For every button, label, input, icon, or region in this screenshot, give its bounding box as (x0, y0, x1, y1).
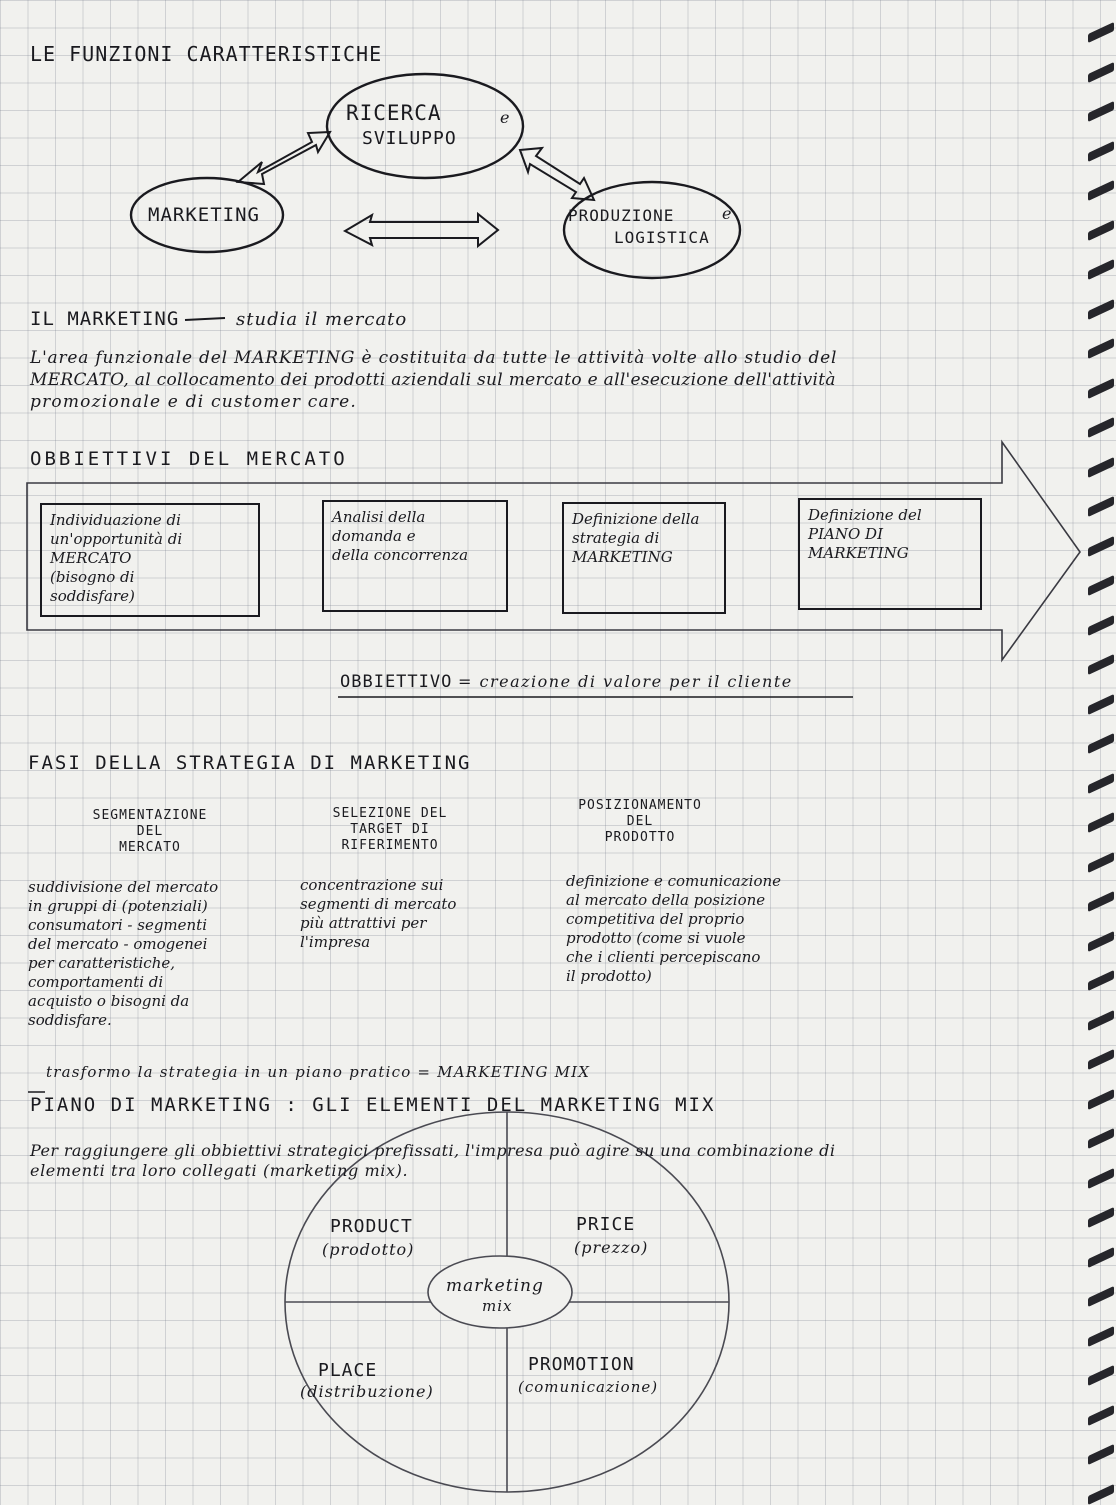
objective-box-1 (40, 503, 260, 617)
mix-product: PRODUCT (330, 1216, 413, 1237)
objective-box-2 (322, 500, 508, 612)
spiral-ring (1088, 614, 1114, 635)
spiral-ring (1088, 693, 1114, 714)
spiral-ring (1088, 338, 1114, 359)
spiral-ring (1088, 772, 1114, 793)
mix-promotion: PROMOTION (528, 1354, 635, 1375)
spiral-ring (1088, 1404, 1114, 1425)
mix-para-line-1: Per raggiungere gli obbiettivi strategici prefissati, l'impresa può agire su una combinazione di (30, 1141, 836, 1160)
phase-2-text: concentrazione sui segmenti di mercato più attrattivi per l'impresa (300, 876, 457, 951)
transform-note: trasformo la strategia in un piano pratico = MARKETING MIX (46, 1063, 591, 1081)
mix-center-line-1: marketing (446, 1276, 544, 1296)
spiral-binding (1082, 0, 1116, 1504)
marketing-para-line-1: L'area funzionale del MARKETING è costituita da tutte le attività volte allo studio del (30, 348, 838, 368)
ricerca-e-connector: e (500, 108, 511, 127)
mix-promotion-sub: (comunicazione) (518, 1378, 659, 1396)
marketing-para-line-3: promozionale e di customer care. (30, 392, 358, 412)
spiral-ring (1088, 101, 1114, 122)
spiral-ring (1088, 259, 1114, 280)
spiral-ring (1088, 22, 1114, 43)
spiral-ring (1088, 377, 1114, 398)
spiral-ring (1088, 1167, 1114, 1188)
spiral-ring (1088, 1009, 1114, 1030)
goal-label: OBBIETTIVO (340, 672, 453, 692)
mix-product-sub: (prodotto) (322, 1240, 415, 1259)
spiral-ring (1088, 1088, 1114, 1109)
phase-1-text: suddivisione del mercato in gruppi di (potenziali) consumatori - segmenti del mercato - omogenei per caratteristiche, comportamenti di acquisto o bisogni da soddisfare. (28, 878, 219, 1029)
mix-title: PIANO DI MARKETING : GLI ELEMENTI DEL MARKETING MIX (30, 1094, 716, 1116)
logistica-label: LOGISTICA (614, 228, 710, 247)
sviluppo-label: SVILUPPO (362, 128, 457, 149)
mix-place-sub: (distribuzione) (300, 1382, 434, 1401)
phase-1-title: SEGMENTAZIONE DEL MERCATO (92, 808, 208, 855)
objective-box-3-text: Definizione della strategia di MARKETING (572, 510, 700, 566)
objective-box-3 (562, 502, 726, 614)
spiral-ring (1088, 219, 1114, 240)
mix-place: PLACE (318, 1360, 378, 1381)
spiral-ring (1088, 930, 1114, 951)
section-title-funzioni: LE FUNZIONI CARATTERISTICHE (30, 42, 383, 66)
phase-3-text: definizione e comunicazione al mercato della posizione competitiva del proprio prodotto (come si vuole che i clienti percepiscano il prodotto) (566, 872, 782, 985)
phases-title: FASI DELLA STRATEGIA DI MARKETING (28, 752, 472, 774)
mix-price: PRICE (576, 1214, 636, 1235)
objective-box-4 (798, 498, 982, 610)
spiral-ring (1088, 970, 1114, 991)
spiral-ring (1088, 654, 1114, 675)
spiral-ring (1088, 298, 1114, 319)
spiral-ring (1088, 1049, 1114, 1070)
spiral-ring (1088, 575, 1114, 596)
phase-2-title: SELEZIONE DEL TARGET DI RIFERIMENTO (332, 806, 448, 853)
spiral-ring (1088, 1286, 1114, 1307)
produzione-e-connector: e (722, 204, 733, 223)
arrow-marketing-produzione (345, 214, 498, 246)
objectives-title: OBBIETTIVI DEL MERCATO (30, 448, 348, 470)
spiral-ring (1088, 891, 1114, 912)
spiral-ring (1088, 417, 1114, 438)
objective-box-4-text: Definizione del PIANO DI MARKETING (808, 506, 922, 562)
marketing-heading-sub: studia il mercato (236, 309, 408, 330)
mix-center-line-2: mix (482, 1297, 513, 1315)
heading-dash (185, 318, 225, 320)
arrow-marketing-ricerca (238, 132, 330, 184)
spiral-ring (1088, 851, 1114, 872)
produzione-label: PRODUZIONE (568, 206, 675, 225)
marketing-para-line-2: MERCATO, al collocamento dei prodotti aziendali sul mercato e all'esecuzione dell'attività (30, 370, 836, 390)
marketing-heading: IL MARKETING (30, 308, 180, 330)
goal-text: = creazione di valore per il cliente (458, 672, 793, 691)
spiral-ring (1088, 733, 1114, 754)
phase-3-title: POSIZIONAMENTO DEL PRODOTTO (578, 798, 702, 845)
spiral-ring (1088, 1207, 1114, 1228)
spiral-ring (1088, 496, 1114, 517)
spiral-ring (1088, 1325, 1114, 1346)
objective-box-2-text: Analisi della domanda e della concorrenza (332, 508, 469, 564)
spiral-ring (1088, 61, 1114, 82)
spiral-ring (1088, 1444, 1114, 1465)
marketing-label: MARKETING (148, 204, 260, 226)
mix-para-line-2: elementi tra loro collegati (marketing mix). (30, 1161, 409, 1180)
spiral-ring (1088, 1483, 1114, 1504)
spiral-ring (1088, 812, 1114, 833)
arrow-ricerca-produzione (520, 148, 594, 200)
spiral-ring (1088, 1365, 1114, 1386)
ricerca-label: RICERCA (346, 101, 442, 125)
objective-box-1-text: Individuazione di un'opportunità di MERCATO (bisogno di soddisfare) (50, 511, 183, 605)
spiral-ring (1088, 1246, 1114, 1267)
mix-price-sub: (prezzo) (574, 1238, 649, 1257)
ricerca-ellipse (327, 74, 523, 178)
spiral-ring (1088, 140, 1114, 161)
spiral-ring (1088, 456, 1114, 477)
spiral-ring (1088, 535, 1114, 556)
spiral-ring (1088, 1128, 1114, 1149)
spiral-ring (1088, 180, 1114, 201)
